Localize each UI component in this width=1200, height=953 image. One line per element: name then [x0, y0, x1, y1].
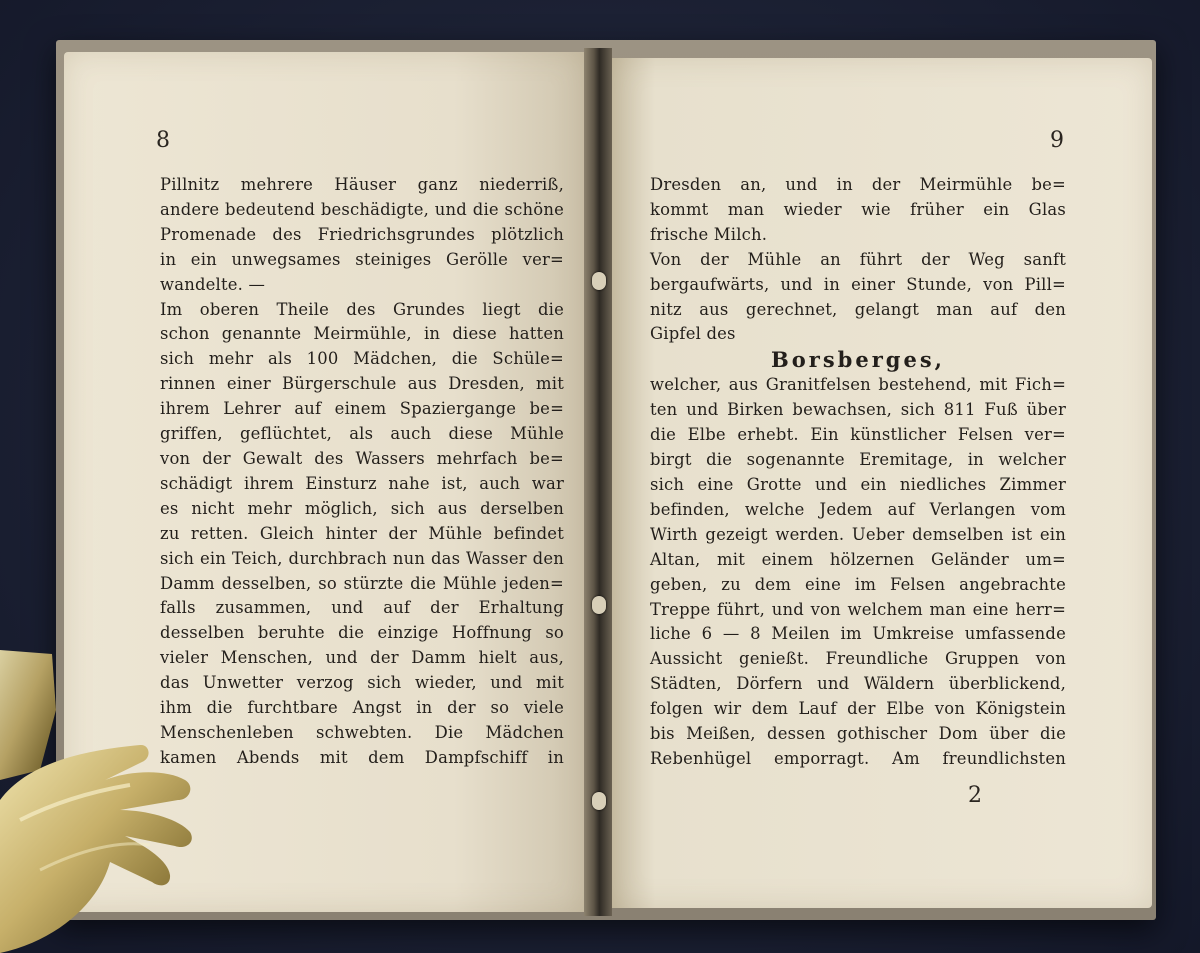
text-line: Städten, Dörfern und Wäldern überblickend,	[650, 674, 1066, 694]
text-line: welcher, aus Granitfelsen bestehend, mit Fich=	[650, 375, 1066, 395]
text-line: Aussicht genießt. Freundliche Gruppen von	[650, 649, 1066, 669]
text-line: Damm desselben, so stürzte die Mühle jeden=	[160, 573, 564, 593]
text-line: Dresden an, und in der Meirmühle be=	[650, 175, 1066, 194]
text-line: sich ein Teich, durchbrach nun das Wasser den	[160, 548, 564, 568]
brass-page-holder	[0, 650, 240, 953]
text-line: es nicht mehr möglich, sich aus derselben	[160, 498, 564, 518]
text-line: geben, zu dem eine im Felsen angebrachte	[650, 574, 1066, 594]
binding-stitch	[592, 596, 606, 614]
text-line: rinnen einer Bürgerschule aus Dresden, mit	[160, 374, 564, 394]
text-line: von der Gewalt des Wassers mehrfach be=	[160, 448, 564, 468]
text-line: frische Milch.	[650, 224, 768, 244]
text-line: birgt die sogenannte Eremitage, in welcher	[650, 450, 1066, 470]
text-line: Treppe führt, und von welchem man eine herr=	[650, 599, 1066, 619]
text-line: Gipfel des	[650, 324, 736, 344]
right-text-before-heading	[650, 173, 1066, 347]
book-gutter	[584, 48, 612, 916]
text-line: desselben beruhte die einzige Hoffnung so	[160, 623, 564, 643]
right-page-number: 9	[1050, 128, 1064, 153]
text-line: ihm die furchtbare Angst in der so viele	[160, 698, 564, 718]
text-line: bergaufwärts, und in einer Stunde, von Pill=	[650, 274, 1066, 294]
text-line: Promenade des Friedrichsgrundes plötzlich	[160, 224, 564, 244]
right-text-after-heading	[650, 373, 1066, 772]
text-line: Pillnitz mehrere Häuser ganz niederriß,	[160, 175, 564, 194]
left-page-number: 8	[156, 128, 170, 153]
text-line: in ein unwegsames steiniges Gerölle ver=	[160, 249, 564, 269]
text-line: Von der Mühle an führt der Weg sanft	[650, 249, 1066, 269]
binding-stitch	[592, 792, 606, 810]
binding-stitch	[592, 272, 606, 290]
text-line: sich mehr als 100 Mädchen, die Schüle=	[160, 349, 564, 369]
text-line: liche 6 — 8 Meilen im Umkreise umfassende	[650, 624, 1066, 644]
section-heading: Borsberges,	[771, 347, 945, 373]
text-line: bis Meißen, dessen gothischer Dom über die	[650, 724, 1066, 744]
text-line: Menschenleben schwebten. Die Mädchen	[160, 722, 564, 742]
text-line: nitz aus gerechnet, gelangt man auf den	[650, 299, 1066, 319]
text-line: folgen wir dem Lauf der Elbe von Königstein	[650, 699, 1066, 719]
text-line: wandelte. —	[160, 274, 266, 294]
text-line: befinden, welche Jedem auf Verlangen vom	[650, 499, 1066, 519]
text-line: zu retten. Gleich hinter der Mühle befindet	[160, 523, 564, 543]
text-line: andere bedeutend beschädigte, und die schöne	[160, 199, 564, 219]
text-line: die Elbe erhebt. Ein künstlicher Felsen ver=	[650, 425, 1066, 445]
text-line: ihrem Lehrer auf einem Spaziergange be=	[160, 399, 564, 419]
text-line: vieler Menschen, und der Damm hielt aus,	[160, 648, 564, 668]
text-line: ten und Birken bewachsen, sich 811 Fuß über	[650, 400, 1066, 420]
signature-mark: 2	[968, 783, 982, 808]
text-line: griffen, geflüchtet, als auch diese Mühle	[160, 424, 564, 444]
text-line: schon genannte Meirmühle, in diese hatten	[160, 324, 564, 344]
text-line: sich eine Grotte und ein niedliches Zimmer	[650, 474, 1066, 494]
text-line: Rebenhügel emporragt. Am freundlichsten	[650, 748, 1066, 768]
right-page-text	[650, 173, 1066, 772]
text-line: Wirth gezeigt werden. Ueber demselben ist ein	[650, 524, 1066, 544]
text-line: schädigt ihrem Einsturz nahe ist, auch war	[160, 473, 564, 493]
text-line: falls zusammen, und auf der Erhaltung	[160, 598, 564, 618]
text-line: kamen Abends mit dem Dampfschiff in	[160, 747, 564, 767]
right-page	[612, 58, 1152, 908]
text-line: Altan, mit einem hölzernen Geländer um=	[650, 549, 1066, 569]
text-line: Im oberen Theile des Grundes liegt die	[160, 299, 564, 319]
text-line: das Unwetter verzog sich wieder, und mit	[160, 673, 564, 693]
text-line: kommt man wieder wie früher ein Glas	[650, 199, 1066, 219]
